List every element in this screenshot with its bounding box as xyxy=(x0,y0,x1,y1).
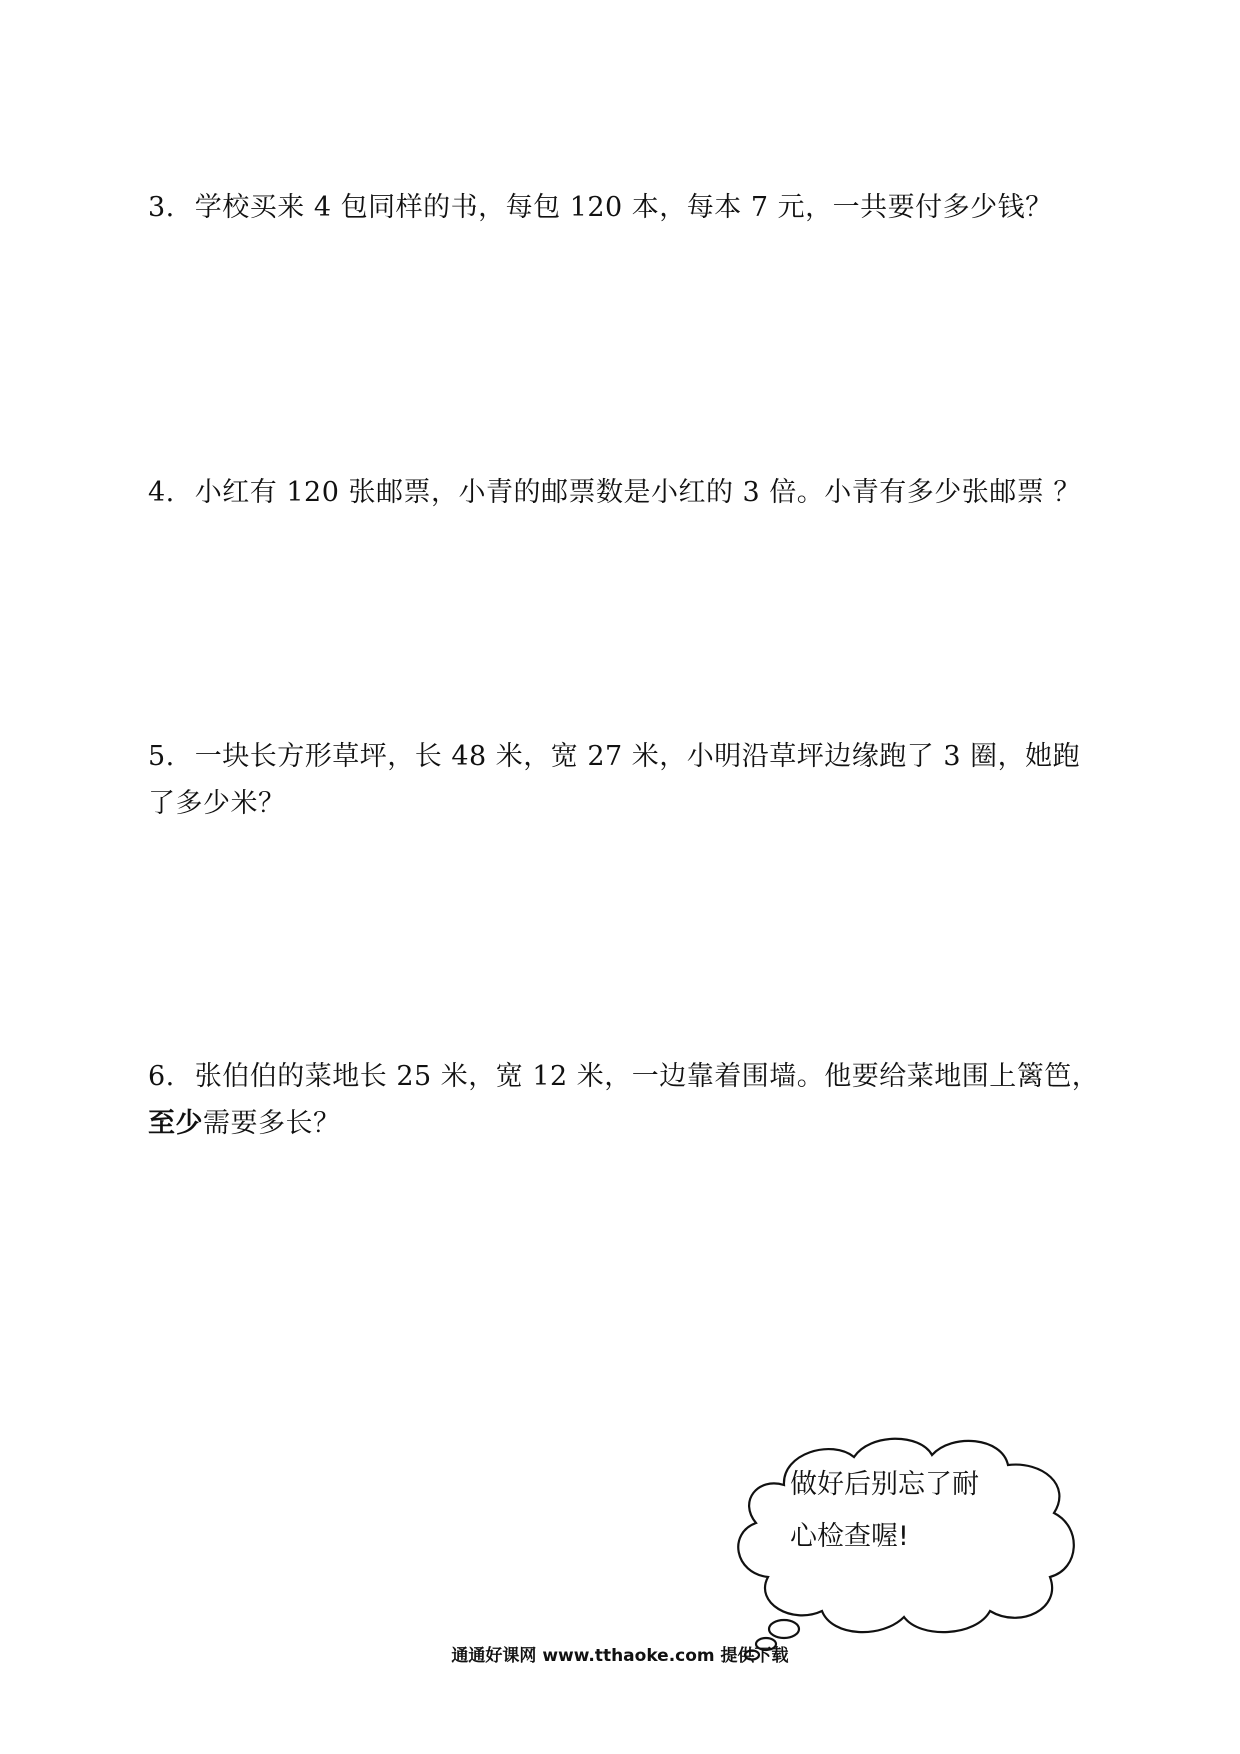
question-6-line-1 xyxy=(148,1053,1098,1100)
question-text: 一块长方形草坪，长 48 米，宽 27 米，小明沿草坪边缘跑了 3 圈，她跑 xyxy=(194,741,1081,772)
question-5-line-1 xyxy=(148,733,1098,780)
question-number: 4. xyxy=(148,477,175,508)
footer-credit: 通通好课网 www.tthaoke.com 提供下载 xyxy=(451,1646,789,1666)
question-number: 6. xyxy=(148,1061,175,1092)
question-3 xyxy=(148,184,1098,231)
question-text: 张伯伯的菜地长 25 米，宽 12 米，一边靠着围墙。他要给菜地围上篱笆， xyxy=(194,1061,1100,1092)
question-4-line-1 xyxy=(148,469,1098,516)
cloud-message-line-1: 做好后别忘了耐 xyxy=(790,1469,979,1500)
thought-cloud xyxy=(724,1425,1104,1665)
question-number: 3. xyxy=(148,192,175,223)
question-text: 学校买来 4 包同样的书，每包 120 本，每本 7 元，一共要付多少钱？ xyxy=(194,192,1053,223)
question-3-line-1 xyxy=(148,184,1098,231)
question-number: 5. xyxy=(148,741,175,772)
question-5-line-2: 了多少米？ xyxy=(148,788,286,819)
question-5 xyxy=(148,733,1098,827)
question-text: 小红有 120 张邮票，小青的邮票数是小红的 3 倍。小青有多少张邮票 ？ xyxy=(194,477,1081,508)
cloud-message xyxy=(790,1459,1030,1563)
cloud-message-line-2: 心检查喔! xyxy=(790,1521,909,1552)
question-4 xyxy=(148,469,1098,516)
question-text-rest: 需要多长？ xyxy=(203,1108,341,1139)
question-6 xyxy=(148,1053,1098,1147)
emphasis-text: 至少 xyxy=(148,1108,203,1139)
question-6-line-2 xyxy=(148,1100,1098,1147)
